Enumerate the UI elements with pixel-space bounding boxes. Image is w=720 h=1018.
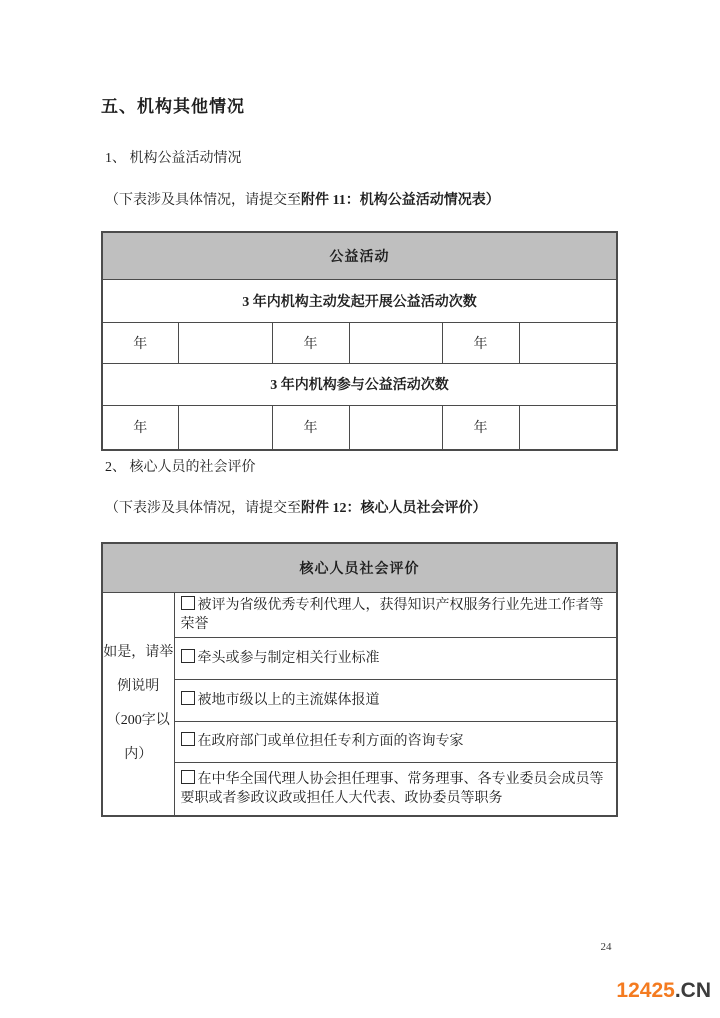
public-welfare-table (101, 231, 618, 451)
year-value-cell[interactable] (349, 405, 442, 450)
participated-activities-label: 3 年内机构参与公益活动次数 (102, 363, 617, 405)
year-label-cell: 年 (272, 405, 349, 450)
attachment-note-1 (105, 189, 500, 209)
year-value-cell[interactable] (178, 322, 272, 363)
option-text: 被地市级以上的主流媒体报道 (197, 692, 380, 708)
example-instruction-cell: 如是，请举例说明（200字以内） (102, 592, 174, 816)
option-text: 在中华全国代理人协会担任理事、常务理事、各专业委员会成员等要职或者参政议政或担任人大代表、政协委员等职务 (180, 771, 604, 806)
option-cell (174, 592, 617, 637)
attachment-note-2-ref: 附件 12：核心人员社会评价） (301, 501, 487, 516)
option-row (102, 592, 617, 637)
year-value-cell[interactable] (519, 322, 617, 363)
section-title: 五、机构其他情况 (101, 97, 245, 116)
year-value-cell[interactable] (178, 405, 272, 450)
attachment-note-1-ref: 附件 11：机构公益活动情况表） (301, 193, 500, 208)
initiated-activities-label: 3 年内机构主动发起开展公益活动次数 (102, 279, 617, 322)
year-label-cell: 年 (272, 322, 349, 363)
subsection-2-heading: 2、 核心人员的社会评价 (105, 460, 256, 475)
subsection-1-heading: 1、 机构公益活动情况 (105, 151, 242, 166)
watermark-prefix: 12425 (616, 979, 675, 1002)
year-label-cell: 年 (102, 322, 178, 363)
watermark-suffix: .CN (674, 979, 711, 1002)
year-label-cell: 年 (102, 405, 178, 450)
site-watermark (616, 979, 711, 1003)
participated-year-row (102, 405, 617, 450)
checkbox-icon[interactable] (181, 770, 195, 784)
option-row (102, 762, 617, 816)
option-cell (174, 679, 617, 721)
option-text: 被评为省级优秀专利代理人，获得知识产权服务行业先进工作者等荣誉 (180, 597, 604, 632)
checkbox-icon[interactable] (181, 691, 195, 705)
page-number: 24 (600, 941, 612, 953)
option-row (102, 637, 617, 679)
year-value-cell[interactable] (519, 405, 617, 450)
attachment-note-2 (105, 497, 487, 517)
option-row (102, 679, 617, 721)
year-label-cell: 年 (442, 322, 519, 363)
option-cell (174, 721, 617, 762)
public-welfare-table-header: 公益活动 (102, 232, 617, 279)
evaluation-table-header: 核心人员社会评价 (102, 543, 617, 592)
checkbox-icon[interactable] (181, 732, 195, 746)
attachment-note-1-text: （下表涉及具体情况，请提交至 (105, 193, 301, 208)
option-text: 在政府部门或单位担任专利方面的咨询专家 (197, 734, 464, 749)
option-cell (174, 637, 617, 679)
initiated-year-row (102, 322, 617, 363)
checkbox-icon[interactable] (181, 596, 195, 610)
year-label-cell: 年 (442, 405, 519, 450)
evaluation-table (101, 542, 618, 817)
checkbox-icon[interactable] (181, 649, 195, 663)
option-text: 牵头或参与制定相关行业标准 (197, 650, 380, 666)
year-value-cell[interactable] (349, 322, 442, 363)
attachment-note-2-text: （下表涉及具体情况，请提交至 (105, 501, 301, 516)
option-cell (174, 762, 617, 816)
option-row (102, 721, 617, 762)
